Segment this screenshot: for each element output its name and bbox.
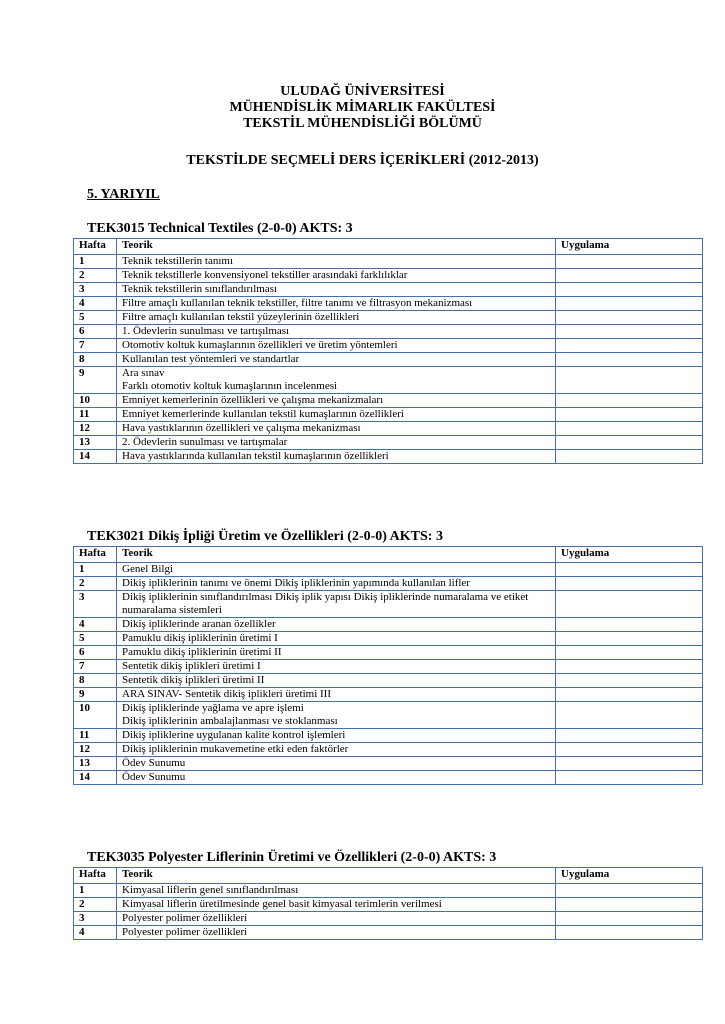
table-row (74, 255, 703, 269)
theory-text-line2: Farklı otomotiv koltuk kumaşlarının incelenmesi (122, 380, 338, 392)
theory-cell (117, 688, 556, 702)
theory-text: Emniyet kemerlerinde kullanılan tekstil kumaşlarının özellikleri (122, 408, 404, 420)
column-header-theory: Teorik (117, 547, 556, 563)
column-header-practice: Uygulama (556, 868, 703, 884)
week-cell: 4 (74, 618, 117, 632)
table-header-row (74, 547, 703, 563)
theory-text: Dikiş ipliklerinde aranan özellikler (122, 618, 276, 630)
theory-cell (117, 450, 556, 464)
table-row (74, 632, 703, 646)
week-cell: 4 (74, 926, 117, 940)
theory-text: Teknik tekstillerin sınıflandırılması (122, 283, 278, 295)
theory-text: Hava yastıklarının özellikleri ve çalışma mekanizması (122, 422, 361, 434)
theory-text: Kimyasal liflerin genel sınıflandırılması (122, 884, 299, 896)
course-title-tek3021: TEK3021 Dikiş İpliği Üretim ve Özellikleri (2-0-0) AKTS: 3 (87, 529, 443, 544)
practice-cell (556, 646, 703, 660)
week-cell: 13 (74, 436, 117, 450)
theory-text: Dikiş ipliklerinin mukavemetine etki eden faktörler (122, 743, 349, 755)
theory-cell (117, 255, 556, 269)
theory-cell (117, 771, 556, 785)
table-row (74, 436, 703, 450)
week-cell: 7 (74, 339, 117, 353)
table-row (74, 394, 703, 408)
table-row (74, 367, 703, 394)
table-row (74, 422, 703, 436)
practice-cell (556, 577, 703, 591)
practice-cell (556, 757, 703, 771)
column-header-practice: Uygulama (556, 239, 703, 255)
table-row (74, 702, 703, 729)
table-row (74, 646, 703, 660)
theory-text: Emniyet kemerlerinin özellikleri ve çalışma mekanizmaları (122, 394, 384, 406)
week-cell: 3 (74, 912, 117, 926)
theory-cell (117, 408, 556, 422)
week-cell: 6 (74, 325, 117, 339)
course-table-tek3035 (73, 867, 703, 940)
practice-cell (556, 283, 703, 297)
week-cell: 14 (74, 771, 117, 785)
table-header-row (74, 868, 703, 884)
theory-cell (117, 436, 556, 450)
week-cell: 2 (74, 898, 117, 912)
week-cell: 10 (74, 702, 117, 729)
course-table-tek3021 (73, 546, 703, 785)
table-row (74, 884, 703, 898)
table-row (74, 660, 703, 674)
theory-text: Polyester polimer özellikleri (122, 926, 248, 938)
practice-cell (556, 422, 703, 436)
theory-text: Kimyasal liflerin üretilmesinde genel basit kimyasal terimlerin verilmesi (122, 898, 442, 910)
theory-cell (117, 367, 556, 394)
theory-cell (117, 269, 556, 283)
theory-cell (117, 297, 556, 311)
theory-cell (117, 646, 556, 660)
practice-cell (556, 898, 703, 912)
theory-cell (117, 339, 556, 353)
theory-text: Otomotiv koltuk kumaşlarının özellikleri ve üretim yöntemleri (122, 339, 398, 351)
table-row (74, 269, 703, 283)
week-cell: 10 (74, 394, 117, 408)
week-cell: 3 (74, 283, 117, 297)
practice-cell (556, 618, 703, 632)
practice-cell (556, 632, 703, 646)
theory-text: Hava yastıklarında kullanılan tekstil kumaşlarının özellikleri (122, 450, 389, 462)
practice-cell (556, 339, 703, 353)
practice-cell (556, 311, 703, 325)
practice-cell (556, 884, 703, 898)
faculty-name: MÜHENDİSLİK MİMARLIK FAKÜLTESİ (229, 100, 496, 115)
table-row (74, 912, 703, 926)
table-row (74, 311, 703, 325)
theory-text: Ödev Sunumu (122, 757, 186, 769)
table-row (74, 591, 703, 618)
theory-cell (117, 674, 556, 688)
practice-cell (556, 688, 703, 702)
table-row (74, 674, 703, 688)
theory-cell (117, 912, 556, 926)
practice-cell (556, 743, 703, 757)
theory-text: Sentetik dikiş iplikleri üretimi I (122, 660, 261, 672)
document-header (0, 84, 725, 132)
week-cell: 3 (74, 591, 117, 618)
week-cell: 12 (74, 422, 117, 436)
week-cell: 12 (74, 743, 117, 757)
table-row (74, 563, 703, 577)
theory-text: Ara sınav (122, 367, 165, 379)
theory-text: Teknik tekstillerle konvensiyonel tekstiller arasındaki farklılıklar (122, 269, 408, 281)
practice-cell (556, 674, 703, 688)
table-row (74, 353, 703, 367)
theory-text: Pamuklu dikiş ipliklerinin üretimi I (122, 632, 278, 644)
table-header-row (74, 239, 703, 255)
practice-cell (556, 269, 703, 283)
theory-text: Pamuklu dikiş ipliklerinin üretimi II (122, 646, 282, 658)
practice-cell (556, 729, 703, 743)
theory-cell (117, 702, 556, 729)
table-row (74, 339, 703, 353)
theory-text: Genel Bilgi (122, 563, 174, 575)
practice-cell (556, 394, 703, 408)
table-row (74, 297, 703, 311)
theory-text: 1. Ödevlerin sunulması ve tartışılması (122, 325, 290, 337)
week-cell: 8 (74, 353, 117, 367)
course-table-tek3015 (73, 238, 703, 464)
practice-cell (556, 591, 703, 618)
week-cell: 5 (74, 311, 117, 325)
practice-cell (556, 926, 703, 940)
theory-cell (117, 618, 556, 632)
course-title-tek3035: TEK3035 Polyester Liflerinin Üretimi ve Özellikleri (2-0-0) AKTS: 3 (87, 850, 497, 865)
theory-text: ARA SINAV- Sentetik dikiş iplikleri üretimi III (122, 688, 331, 700)
theory-cell (117, 422, 556, 436)
theory-text: Filtre amaçlı kullanılan tekstil yüzeylerinin özellikleri (122, 311, 360, 323)
column-header-practice: Uygulama (556, 547, 703, 563)
theory-cell (117, 660, 556, 674)
theory-cell (117, 311, 556, 325)
theory-cell (117, 898, 556, 912)
table-row (74, 325, 703, 339)
theory-text: Kullanılan test yöntemleri ve standartlar (122, 353, 300, 365)
theory-cell (117, 632, 556, 646)
theory-text: Filtre amaçlı kullanılan teknik tekstiller, filtre tanımı ve filtrasyon mekanizması (122, 297, 473, 309)
week-cell: 11 (74, 729, 117, 743)
theory-text: Dikiş ipliklerinin tanımı ve önemi Dikiş ipliklerinin yapımında kullanılan lifler (122, 577, 470, 589)
table-row (74, 771, 703, 785)
column-header-week: Hafta (74, 547, 117, 563)
table-row (74, 408, 703, 422)
column-header-theory: Teorik (117, 239, 556, 255)
table-row (74, 757, 703, 771)
week-cell: 1 (74, 884, 117, 898)
theory-cell (117, 884, 556, 898)
practice-cell (556, 771, 703, 785)
week-cell: 2 (74, 269, 117, 283)
column-header-week: Hafta (74, 239, 117, 255)
theory-cell (117, 729, 556, 743)
document-subtitle: TEKSTİLDE SEÇMELİ DERS İÇERİKLERİ (2012-2013) (186, 153, 539, 168)
theory-cell (117, 353, 556, 367)
week-cell: 1 (74, 563, 117, 577)
university-name: ULUDAĞ ÜNİVERSİTESİ (280, 84, 445, 99)
week-cell: 14 (74, 450, 117, 464)
practice-cell (556, 660, 703, 674)
week-cell: 6 (74, 646, 117, 660)
table-row (74, 729, 703, 743)
practice-cell (556, 436, 703, 450)
theory-text: Teknik tekstillerin tanımı (122, 255, 234, 267)
theory-text: Dikiş ipliklerinde yağlama ve apre işlemi (122, 702, 304, 714)
semester-heading: 5. YARIYIL (87, 187, 160, 202)
week-cell: 4 (74, 297, 117, 311)
column-header-week: Hafta (74, 868, 117, 884)
theory-cell (117, 563, 556, 577)
theory-text: Dikiş ipliklerinin sınıflandırılması Dikiş iplik yapısı Dikiş ipliklerinde numaralama ve etiket numaralama sistemleri (122, 591, 529, 616)
practice-cell (556, 367, 703, 394)
table-row (74, 898, 703, 912)
theory-text: Ödev Sunumu (122, 771, 186, 783)
table-row (74, 283, 703, 297)
practice-cell (556, 353, 703, 367)
week-cell: 7 (74, 660, 117, 674)
practice-cell (556, 702, 703, 729)
theory-text: Sentetik dikiş iplikleri üretimi II (122, 674, 265, 686)
course-title-tek3015: TEK3015 Technical Textiles (2-0-0) AKTS: 3 (87, 221, 353, 236)
practice-cell (556, 255, 703, 269)
theory-text-line2: Dikiş ipliklerinin ambalajlanması ve stoklanması (122, 715, 338, 727)
theory-cell (117, 743, 556, 757)
theory-text: Dikiş ipliklerine uygulanan kalite kontrol işlemleri (122, 729, 346, 741)
table-row (74, 618, 703, 632)
theory-cell (117, 591, 556, 618)
theory-cell (117, 926, 556, 940)
practice-cell (556, 297, 703, 311)
theory-cell (117, 394, 556, 408)
week-cell: 9 (74, 688, 117, 702)
week-cell: 2 (74, 577, 117, 591)
theory-cell (117, 757, 556, 771)
week-cell: 8 (74, 674, 117, 688)
practice-cell (556, 325, 703, 339)
department-name: TEKSTİL MÜHENDİSLİĞİ BÖLÜMÜ (243, 116, 482, 131)
table-row (74, 450, 703, 464)
table-row (74, 577, 703, 591)
week-cell: 1 (74, 255, 117, 269)
week-cell: 11 (74, 408, 117, 422)
theory-text: Polyester polimer özellikleri (122, 912, 248, 924)
week-cell: 9 (74, 367, 117, 394)
theory-text: 2. Ödevlerin sunulması ve tartışmalar (122, 436, 288, 448)
practice-cell (556, 563, 703, 577)
practice-cell (556, 450, 703, 464)
column-header-theory: Teorik (117, 868, 556, 884)
theory-cell (117, 325, 556, 339)
week-cell: 5 (74, 632, 117, 646)
theory-cell (117, 283, 556, 297)
practice-cell (556, 408, 703, 422)
week-cell: 13 (74, 757, 117, 771)
table-row (74, 926, 703, 940)
table-row (74, 688, 703, 702)
table-row (74, 743, 703, 757)
theory-cell (117, 577, 556, 591)
practice-cell (556, 912, 703, 926)
